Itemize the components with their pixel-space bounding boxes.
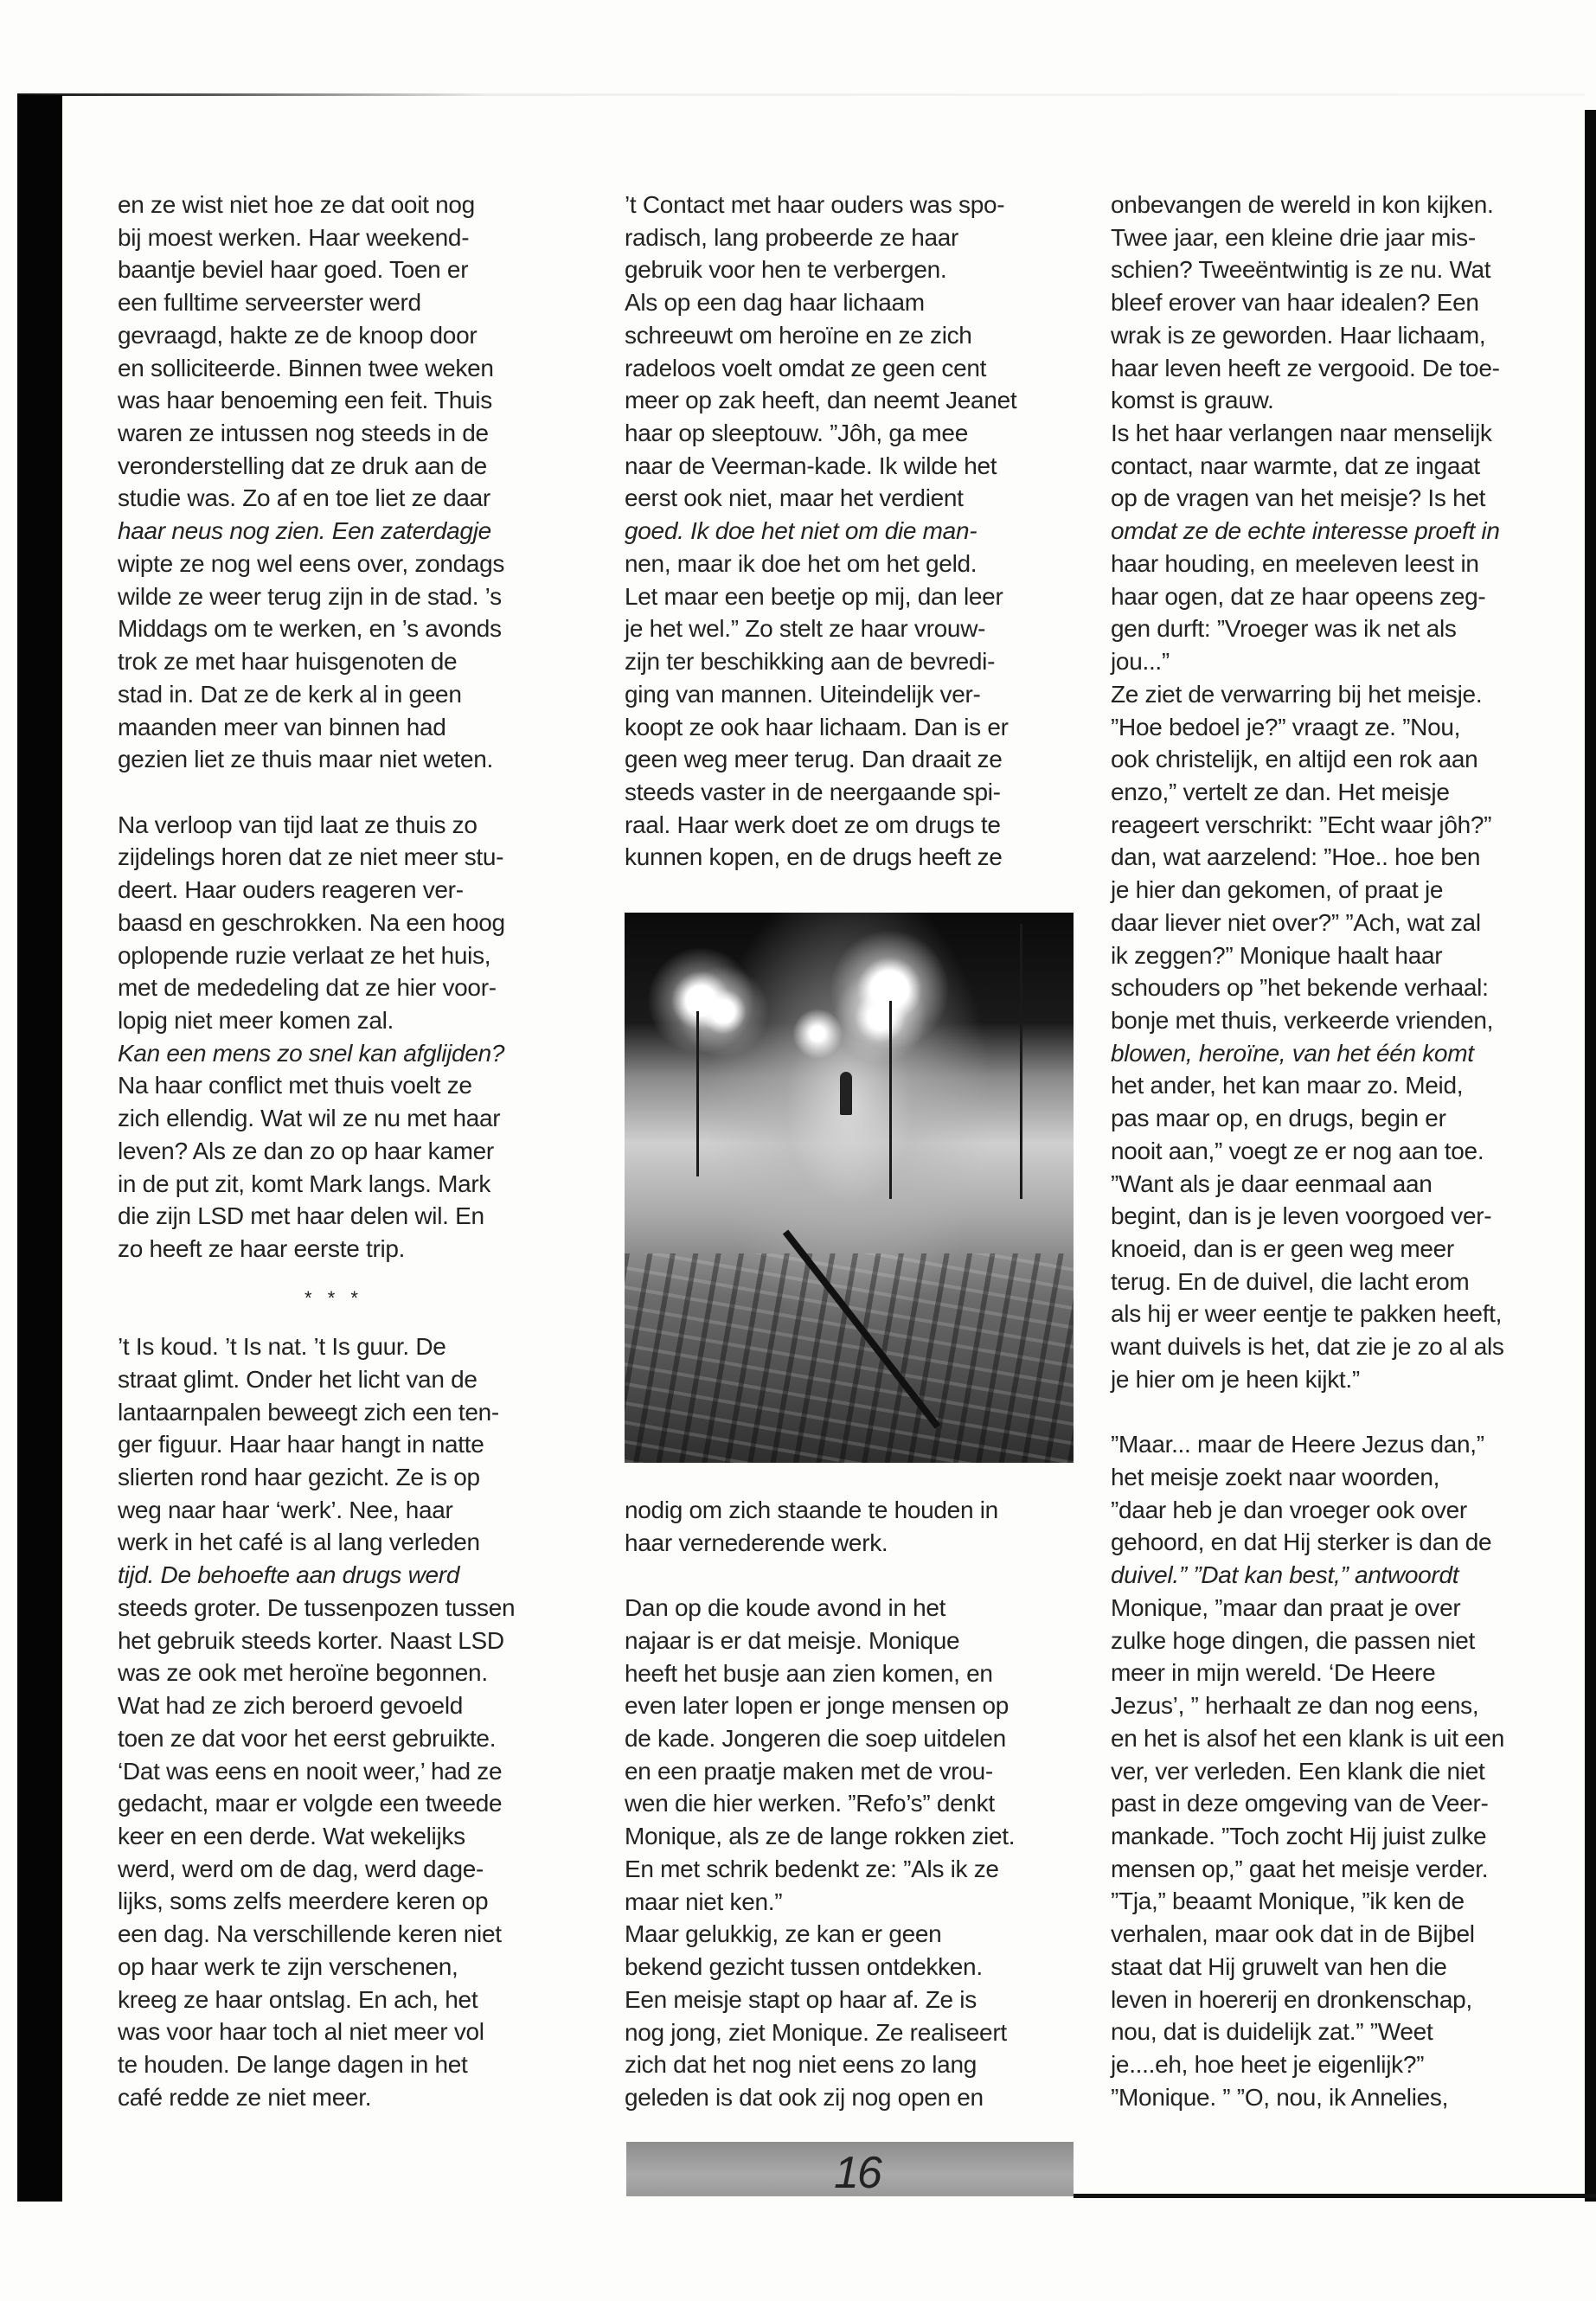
text-line: Wat had ze zich beroerd gevoeld	[118, 1692, 464, 1720]
text-line: staat dat Hij gruwelt van hen die	[1111, 1952, 1447, 1980]
text-line: gevraagd, hakte ze de knoop door	[118, 321, 478, 349]
text-line: eerst ook niet, maar het verdient	[625, 484, 964, 512]
text-line: werk in het café is al lang verleden	[118, 1529, 480, 1556]
text-column-1	[118, 189, 602, 2113]
text-line: toen ze dat voor het eerst gebruikte.	[118, 1724, 497, 1752]
text-line: haar neus nog zien. Een zaterdagje	[118, 517, 491, 545]
text-line: zo heeft ze haar eerste trip.	[118, 1235, 406, 1262]
text-line: wrak is ze geworden. Haar lichaam,	[1111, 321, 1486, 349]
text-line: het gebruik steeds korter. Naast LSD	[118, 1626, 504, 1654]
text-line: een fulltime serveerster werd	[118, 289, 421, 317]
text-line: leven in hoererij en dronkenschap,	[1111, 1985, 1472, 2013]
text-line: gedacht, maar er volgde een tweede	[118, 1790, 503, 1817]
text-line: straat glimt. Onder het licht van de	[118, 1365, 478, 1393]
text-line: En met schrik bedenkt ze: ”Als ik ze	[625, 1855, 999, 1882]
blank-line	[118, 776, 602, 809]
text-line: schien? Tweeëntwintig is ze nu. Wat	[1111, 256, 1491, 284]
text-line: ”Want als je daar eenmaal aan	[1111, 1170, 1433, 1197]
text-line: goed. Ik doe het niet om die man-	[625, 517, 977, 545]
text-line: haar ogen, dat ze haar opeens zeg-	[1111, 582, 1486, 610]
text-line: gen durft: ”Vroeger was ik net als	[1111, 615, 1457, 643]
text-line: ver, ver verleden. Een klank die niet	[1111, 1757, 1485, 1785]
text-line: ik zeggen?” Monique haalt haar	[1111, 941, 1443, 969]
text-line: weg naar haar ‘werk’. Nee, haar	[118, 1496, 453, 1523]
text-line: heeft het busje aan zien komen, en	[625, 1659, 993, 1687]
text-line: enzo,” vertelt ze dan. Het meisje	[1111, 778, 1450, 805]
text-column-2-bottom	[625, 1494, 1109, 2114]
lamp-post	[696, 1011, 699, 1176]
text-line: onbevangen de wereld in kon kijken.	[1111, 191, 1494, 218]
text-line: mankade. ”Toch zocht Hij juist zulke	[1111, 1822, 1487, 1849]
text-line: steeds vaster in de neergaande spi-	[625, 778, 1001, 805]
page-number-bar	[626, 2142, 1074, 2196]
text-line: even later lopen er jonge mensen op	[625, 1692, 1010, 1720]
text-line: zijn ter beschikking aan de bevredi-	[625, 648, 996, 676]
text-line: maar niet ken.”	[625, 1888, 783, 1915]
text-line: gebruik voor hen te verbergen.	[625, 256, 947, 284]
text-line: blowen, heroïne, van het één komt	[1111, 1039, 1474, 1067]
text-line: keer en een derde. Wat wekelijks	[118, 1822, 465, 1849]
text-line: kunnen kopen, en de drugs heeft ze	[625, 843, 1003, 871]
text-line: komst is grauw.	[1111, 387, 1274, 414]
text-line: haar leven heeft ze vergooid. De toe-	[1111, 354, 1500, 381]
text-line: raal. Haar werk doet ze om drugs te	[625, 811, 1001, 838]
text-line: leven? Als ze dan zo op haar kamer	[118, 1137, 494, 1164]
text-line: Na haar conflict met thuis voelt ze	[118, 1072, 472, 1099]
text-column-3	[1111, 189, 1595, 2113]
text-line: Is het haar verlangen naar menselijk	[1111, 420, 1492, 447]
text-line: was haar benoeming een feit. Thuis	[118, 387, 492, 414]
text-line: café redde ze niet meer.	[118, 2083, 372, 2111]
text-line: een dag. Na verschillende keren niet	[118, 1920, 502, 1948]
text-line: haar vernederende werk.	[625, 1529, 888, 1556]
text-line: stad in. Dat ze de kerk al in geen	[118, 680, 462, 708]
text-line: haar houding, en meeleven leest in	[1111, 549, 1479, 577]
text-line: radeloos voelt omdat ze geen cent	[625, 354, 987, 381]
text-line: slierten rond haar gezicht. Ze is op	[118, 1464, 480, 1491]
text-line: en een praatje maken met de vrou-	[625, 1757, 993, 1785]
text-line: meer in mijn wereld. ‘De Heere	[1111, 1659, 1436, 1687]
text-line: contact, naar warmte, dat ze ingaat	[1111, 452, 1480, 479]
text-line: radisch, lang probeerde ze haar	[625, 223, 959, 251]
text-line: met de mededeling dat ze hier voor-	[118, 974, 497, 1002]
scan-top-edge	[17, 93, 1585, 96]
walking-figure	[840, 1072, 852, 1115]
text-line: Een meisje stapt op haar af. Ze is	[625, 1985, 977, 2013]
text-line: daar liever niet over?” ”Ach, wat zal	[1111, 908, 1481, 936]
text-line: Maar gelukkig, ze kan er geen	[625, 1920, 942, 1948]
text-line: tijd. De behoefte aan drugs werd	[118, 1561, 460, 1589]
text-line: ’t Is koud. ’t Is nat. ’t Is guur. De	[118, 1333, 446, 1361]
text-line: bekend gezicht tussen ontdekken.	[625, 1953, 983, 1981]
text-line: deert. Haar ouders reageren ver-	[118, 876, 464, 904]
text-line: baantje beviel haar goed. Toen er	[118, 256, 469, 284]
text-line: Let maar een beetje op mij, dan leer	[625, 582, 1003, 610]
text-line: Als op een dag haar lichaam	[625, 289, 925, 317]
text-line: zijdelings horen dat ze niet meer stu-	[118, 843, 504, 871]
text-line: en solliciteerde. Binnen twee weken	[118, 354, 494, 381]
text-line: baasd en geschrokken. Na een hoog	[118, 908, 505, 936]
text-line: je....eh, hoe heet je eigenlijk?”	[1111, 2050, 1425, 2078]
text-line: het meisje zoekt naar woorden,	[1111, 1464, 1440, 1491]
text-line: ”Maar... maar de Heere Jezus dan,”	[1111, 1431, 1484, 1458]
text-line: Monique, ”maar dan praat je over	[1111, 1593, 1461, 1621]
wet-pavement	[625, 1253, 1074, 1463]
text-line: en ze wist niet hoe ze dat ooit nog	[118, 191, 475, 218]
text-line: nog jong, ziet Monique. Ze realiseert	[625, 2018, 1007, 2046]
text-line: lopig niet meer komen zal.	[118, 1006, 394, 1034]
blank-line	[1111, 1396, 1595, 1429]
text-line: studie was. Zo af en toe liet ze daar	[118, 484, 490, 512]
scan-left-edge	[17, 95, 62, 2202]
text-line: bleef erover van haar idealen? Een	[1111, 289, 1479, 317]
text-line: terug. En de duivel, die lacht erom	[1111, 1267, 1470, 1295]
text-line: veronderstelling dat ze druk aan de	[118, 452, 487, 479]
text-line: Jezus’, ” herhaalt ze dan nog eens,	[1111, 1692, 1479, 1720]
text-line: bij moest werken. Haar weekend-	[118, 223, 470, 251]
text-line: het ander, het kan maar zo. Meid,	[1111, 1072, 1464, 1099]
text-line: Middags om te werken, en ’s avonds	[118, 615, 502, 643]
text-line: Dan op die koude avond in het	[625, 1594, 946, 1622]
text-line: gezien liet ze thuis maar niet weten.	[118, 746, 494, 773]
text-line: was voor haar toch al niet meer vol	[118, 2018, 484, 2046]
text-line: Ze ziet de verwarring bij het meisje.	[1111, 680, 1483, 708]
text-line: in de put zit, komt Mark langs. Mark	[118, 1170, 491, 1197]
text-line: omdat ze de echte interesse proeft in	[1111, 517, 1500, 545]
text-line: want duivels is het, dat zie je zo al als	[1111, 1333, 1504, 1361]
text-line: lijks, soms zelfs meerdere keren op	[118, 1888, 489, 1915]
text-line: je hier om je heen kijkt.”	[1111, 1365, 1360, 1393]
text-line: ”Hoe bedoel je?” vraagt ze. ”Nou,	[1111, 713, 1461, 740]
text-line: geleden is dat ook zij nog open en	[625, 2083, 984, 2111]
lamp-post	[889, 1001, 892, 1199]
text-line: oplopende ruzie verlaat ze het huis,	[118, 941, 491, 969]
section-divider: * * *	[304, 1286, 363, 1309]
text-line: waren ze intussen nog steeds in de	[118, 420, 489, 447]
text-line: de kade. Jongeren die soep uitdelen	[625, 1725, 1006, 1753]
text-line: ”daar heb je dan vroeger ook over	[1111, 1496, 1467, 1523]
text-line: knoeid, dan is er geen weg meer	[1111, 1235, 1454, 1262]
text-line: op haar werk te zijn verschenen,	[118, 1952, 458, 1980]
text-line: gehoord, en dat Hij sterker is dan de	[1111, 1529, 1492, 1556]
street-night-photo	[625, 913, 1074, 1463]
text-line: Twee jaar, een kleine drie jaar mis-	[1111, 223, 1476, 251]
text-line: je het wel.” Zo stelt ze haar vrouw-	[625, 615, 986, 643]
text-line: wipte ze nog wel eens over, zondags	[118, 549, 505, 577]
text-line: nen, maar ik doe het om het geld.	[625, 549, 977, 577]
text-line: koopt ze ook haar lichaam. Dan is er	[625, 713, 1009, 740]
text-line: ger figuur. Haar haar hangt in natte	[118, 1431, 484, 1458]
text-line: wen die hier werken. ”Refo’s” denkt	[625, 1790, 995, 1817]
text-line: steeds groter. De tussenpozen tussen	[118, 1593, 516, 1621]
text-line: bonje met thuis, verkeerde vrienden,	[1111, 1006, 1494, 1034]
text-column-2-top	[625, 189, 1109, 874]
text-line: nooit aan,” voegt ze er nog aan toe.	[1111, 1137, 1484, 1164]
text-line: Monique, als ze de lange rokken ziet.	[625, 1823, 1016, 1850]
text-line: je hier dan gekomen, of praat je	[1111, 876, 1444, 904]
text-line: trok ze met haar huisgenoten de	[118, 648, 458, 676]
text-line: begint, dan is je leven voorgoed ver-	[1111, 1202, 1492, 1230]
text-line: zich ellendig. Wat wil ze nu met haar	[118, 1105, 501, 1132]
text-line: dan, wat aarzelend: ”Hoe.. hoe ben	[1111, 843, 1481, 871]
text-line: Na verloop van tijd laat ze thuis zo	[118, 811, 478, 838]
text-line: maanden meer van binnen had	[118, 713, 446, 740]
text-line: schouders op ”het bekende verhaal:	[1111, 974, 1489, 1002]
text-line: zich dat het nog niet eens zo lang	[625, 2051, 977, 2079]
text-line: kreeg ze haar ontslag. En ach, het	[118, 1985, 478, 2013]
text-line: ‘Dat was eens en nooit weer,’ had ze	[118, 1757, 503, 1785]
text-line: te houden. De lange dagen in het	[118, 2050, 468, 2078]
text-line: ook christelijk, en altijd een rok aan	[1111, 746, 1478, 773]
text-line: Kan een mens zo snel kan afglijden?	[118, 1039, 505, 1067]
text-line: reageert verschrikt: ”Echt waar jôh?”	[1111, 811, 1492, 838]
bottom-rule	[1074, 2194, 1596, 2198]
text-line: past in deze omgeving van de Veer-	[1111, 1790, 1489, 1817]
text-line: lantaarnpalen beweegt zich een ten-	[118, 1398, 499, 1426]
text-line: meer op zak heeft, dan neemt Jeanet	[625, 387, 1017, 414]
text-line: haar op sleeptouw. ”Jôh, ga mee	[625, 420, 968, 447]
text-line: die zijn LSD met haar delen wil. En	[118, 1202, 484, 1230]
page-number: 16	[834, 2148, 881, 2198]
text-line: nou, dat is duidelijk zat.” ”Weet	[1111, 2018, 1433, 2046]
text-line: schreeuwt om heroïne en ze zich	[625, 321, 972, 349]
text-line: was ze ook met heroïne begonnen.	[118, 1659, 488, 1687]
text-line: wilde ze weer terug zijn in de stad. ’s	[118, 582, 502, 610]
text-line: ”Tja,” beaamt Monique, ”ik ken de	[1111, 1888, 1465, 1915]
text-line: en het is alsof het een klank is uit een	[1111, 1724, 1504, 1752]
text-line: jou...”	[1111, 648, 1170, 676]
text-line: werd, werd om de dag, werd dage-	[118, 1855, 484, 1882]
text-line: pas maar op, en drugs, begin er	[1111, 1105, 1446, 1132]
blank-line	[625, 1559, 1109, 1592]
text-line: naar de Veerman-kade. Ik wilde het	[625, 452, 997, 479]
text-line: verhalen, maar ook dat in de Bijbel	[1111, 1920, 1475, 1948]
text-line: ging van mannen. Uiteindelijk ver-	[625, 680, 981, 708]
text-line: als hij er weer eentje te pakken heeft,	[1111, 1300, 1503, 1328]
text-line: nodig om zich staande te houden in	[625, 1497, 998, 1523]
text-line: mensen op,” gaat het meisje verder.	[1111, 1855, 1489, 1882]
text-line: zulke hoge dingen, die passen niet	[1111, 1626, 1476, 1654]
text-line: op de vragen van het meisje? Is het	[1111, 484, 1486, 512]
text-line: ’t Contact met haar ouders was spo-	[625, 191, 1005, 218]
text-line: ”Monique. ” ”O, nou, ik Annelies,	[1111, 2083, 1449, 2111]
lamp-post	[1020, 924, 1022, 1199]
text-line: duivel.” ”Dat kan best,” antwoordt	[1111, 1561, 1459, 1589]
text-line: geen weg meer terug. Dan draait ze	[625, 746, 1003, 773]
text-line: najaar is er dat meisje. Monique	[625, 1626, 960, 1654]
